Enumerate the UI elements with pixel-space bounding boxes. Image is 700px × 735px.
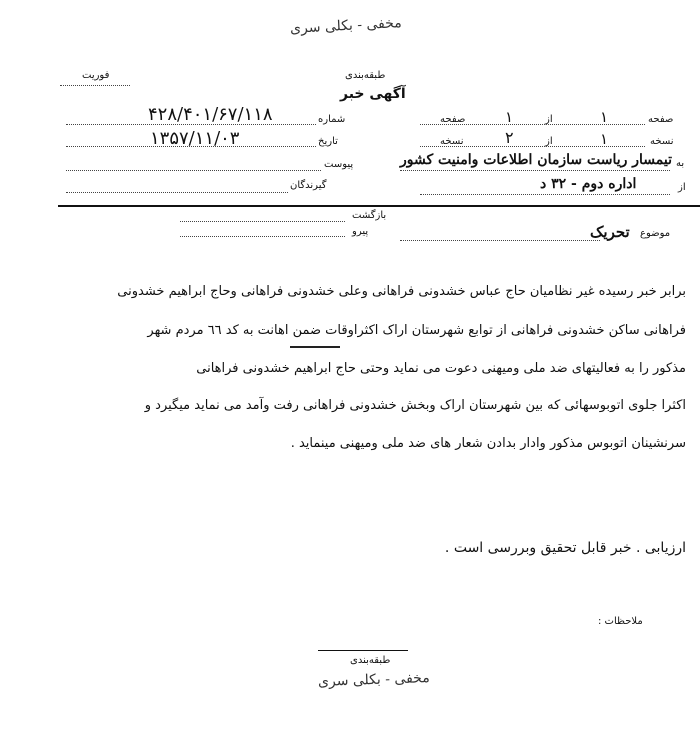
body-line-4: اکثرا جلوی اتوبوسهائی که بین شهرستان اراک وبخش خشدونی فراهانی رفت وآمد می نماید میگیرد و	[144, 398, 686, 413]
body-line-5: سرنشینان اتوبوس مذکور وادار بدادن شعار های ضد ملی ومیهنی مینماید .	[290, 436, 686, 451]
body-underline-mark	[290, 346, 340, 348]
file-label: پیرو	[352, 226, 369, 237]
copy-of-label: از	[545, 136, 553, 147]
return-dots	[180, 221, 345, 222]
subject-label: موضوع	[640, 228, 671, 239]
copy-total: ۲	[505, 128, 514, 147]
recipients-label: گیرندگان	[290, 180, 327, 191]
page-total: ۱	[505, 108, 514, 126]
return-label: بازگشت	[352, 210, 387, 221]
classification-label: طبقه‌بندی	[345, 70, 386, 81]
copy-value: ۱	[600, 130, 609, 148]
priority-label: فوریت	[82, 70, 110, 81]
page-dots	[420, 124, 645, 125]
copy-label-2: نسخه	[440, 136, 464, 147]
footer-rule	[318, 650, 408, 651]
file-dots	[180, 236, 345, 237]
from-label: از	[678, 182, 686, 193]
from-dots	[420, 194, 670, 195]
attachment-label: پیوست	[324, 159, 354, 170]
footer-classification-label: طبقه‌بندی	[350, 655, 391, 666]
page-of-label: از	[545, 114, 553, 125]
to-dots	[400, 170, 670, 171]
body-line-1: برابر خبر رسیده غیر نظامیان حاج عباس خشدونی فراهانی وعلی خشدونی فراهانی وحاج ابراهیم خشدونی	[117, 284, 686, 299]
subject-dots	[400, 240, 600, 241]
date-label: تاریخ	[318, 136, 338, 147]
number-value: ۴۲۸/۴۰۱/۶۷/۱۱۸	[148, 104, 273, 125]
remarks-label: ملاحظات :	[598, 616, 643, 627]
page-value: ۱	[600, 108, 609, 126]
page-label: صفحه	[648, 114, 674, 125]
copy-dots	[420, 146, 645, 147]
body-line-2: فراهانی ساکن خشدونی فراهانی از توابع شهرستان اراک اکثراوقات ضمن اهانت به کد ٦٦ مردم شهر	[147, 323, 686, 338]
subject-value: تحریک	[590, 223, 630, 241]
priority-underline	[60, 85, 130, 86]
top-classification-stamp: مخفی - بکلی سری	[289, 15, 403, 37]
evaluation-text: ارزیابی . خبر قابل تحقیق وبررسی است .	[444, 540, 686, 556]
number-label: شماره	[318, 114, 346, 125]
to-value: تیمسار ریاست سازمان اطلاعات وامنیت کشور	[400, 152, 672, 168]
page-label-2: صفحه	[440, 114, 466, 125]
body-line-3: مذکور را به فعالیتهای ضد ملی ومیهنی دعوت می نماید وحتی حاج ابراهیم خشدونی فراهانی	[196, 361, 686, 376]
to-label: به	[676, 158, 685, 169]
footer-classification-stamp: مخفی - بکلی سری	[317, 670, 430, 690]
copy-label: نسخه	[650, 136, 674, 147]
header-divider	[58, 205, 700, 207]
attachment-dots	[66, 170, 321, 171]
date-value: ۱۳۵۷/۱۱/۰۳	[150, 128, 240, 149]
from-value: اداره دوم - ۳۲ د	[540, 176, 637, 192]
recipients-dots	[66, 192, 288, 193]
form-title: آگهی خبر	[340, 86, 406, 102]
